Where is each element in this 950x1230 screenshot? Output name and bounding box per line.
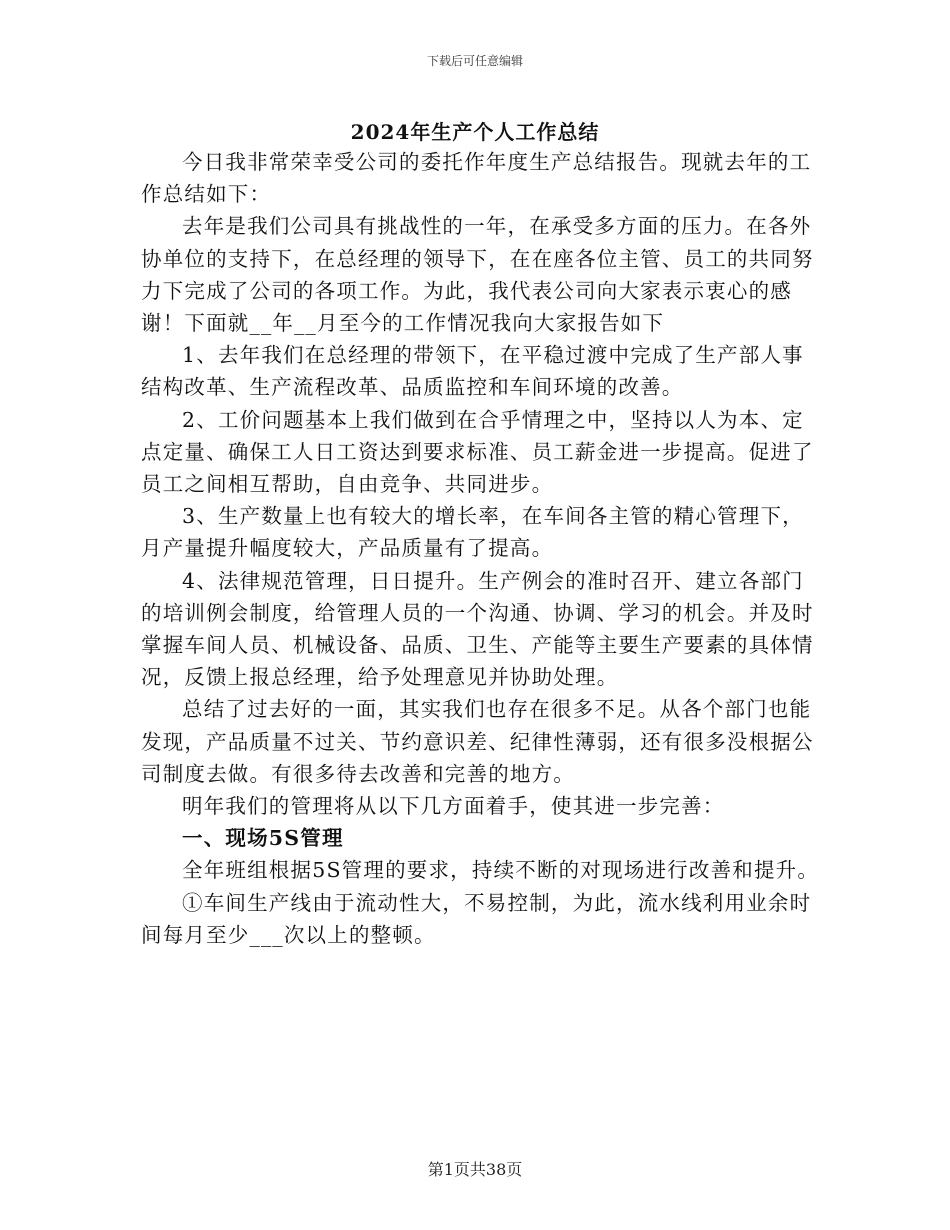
body-paragraph: 3、生产数量上也有较大的增长率，在车间各主管的精心管理下，月产量提升幅度较大，产品质量有了提高。 [141,504,804,561]
body-paragraph: 2、工价问题基本上我们做到在合乎情理之中，坚持以人为本、定点定量、确保工人日工资达到要求标准、员工薪金进一步提高。促进了员工之间相互帮助，自由竞争、共同进步。 [141,407,814,497]
header-note: 下载后可任意编辑 [426,54,523,68]
section-heading: 一、现场5S管理 [182,826,344,851]
section-paragraph: ①车间生产线由于流动性大，不易控制，为此，流水线利用业余时间每月至少___次以上的整顿。 [141,890,812,947]
body-paragraph: 总结了过去好的一面，其实我们也存在很多不足。从各个部门也能发现，产品质量不过关、节约意识差、纪律性薄弱，还有很多没根据公司制度去做。有很多待去改善和完善的地方。 [141,697,814,786]
document-body [141,146,821,951]
section-paragraph: 全年班组根据5S管理的要求，持续不断的对现场进行改善和提升。 [182,858,820,883]
page-number-footer: 第1页共38页 [427,1160,523,1179]
body-paragraph: 去年是我们公司具有挑战性的一年，在承受多方面的压力。在各外协单位的支持下，在总经理的领导下，在在座各位主管、员工的共同努力下完成了公司的各项工作。为此，我代表公司向大家表示衷心的感谢！下面就__年__月至今的工作情况我向大家报告如下 [141,214,814,336]
body-paragraph: 明年我们的管理将从以下几方面着手，使其进一步完善： [182,794,725,819]
body-paragraph: 今日我非常荣幸受公司的委托作年度生产总结报告。现就去年的工作总结如下： [141,150,812,207]
body-paragraph: 1、去年我们在总经理的带领下，在平稳过渡中完成了生产部人事结构改革、生产流程改革、品质监控和车间环境的改善。 [141,343,804,400]
document-title: 2024年生产个人工作总结 [350,120,600,144]
body-paragraph: 4、法律规范管理，日日提升。生产例会的准时召开、建立各部门的培训例会制度，给管理人员的一个沟通、协调、学习的机会。并及时掌握车间人员、机械设备、品质、卫生、产能等主要生产要素的具体情况，反馈上报总经理，给予处理意见并协助处理。 [141,568,814,690]
